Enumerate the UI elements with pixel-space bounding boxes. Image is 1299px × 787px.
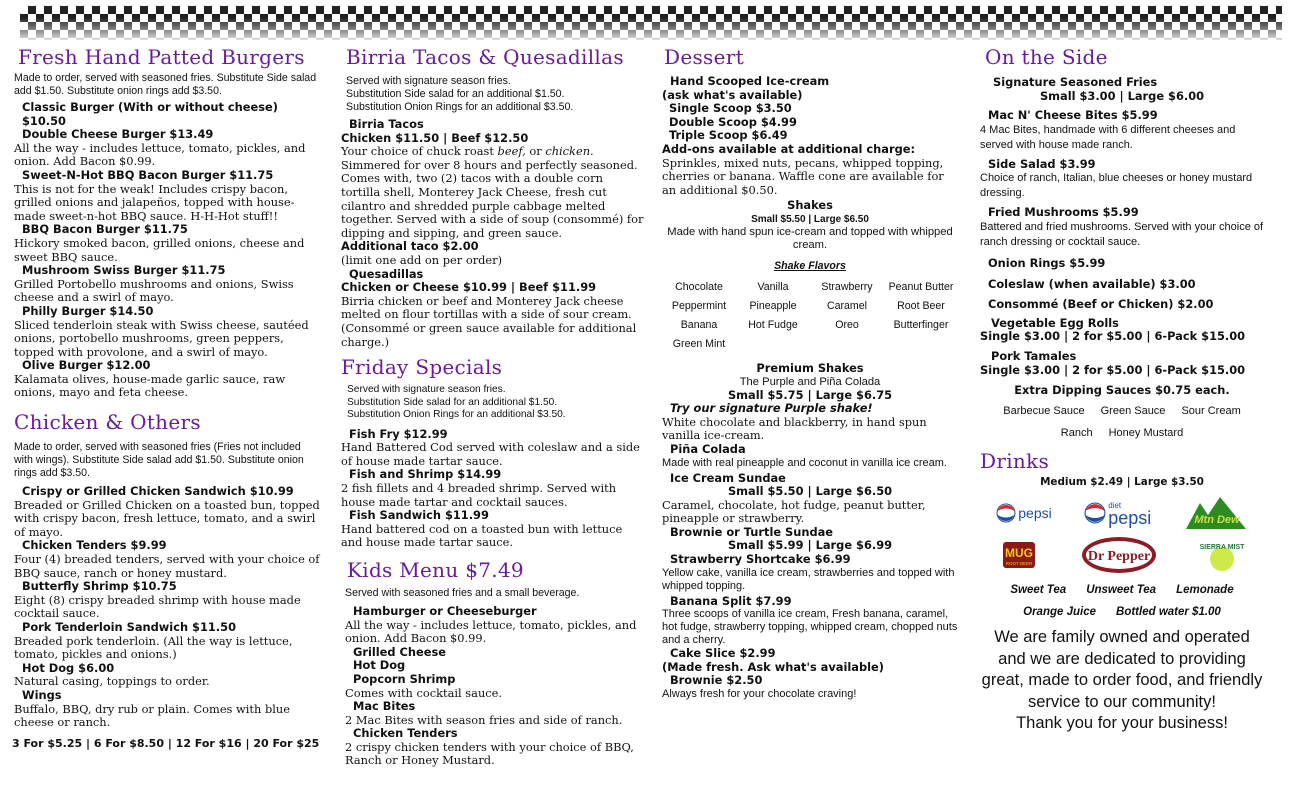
menu-item-desc: 2 fish fillets and 4 breaded shrimp. Served with house made tartar and cocktail sauces. <box>341 480 617 509</box>
shake-flavor: Strawberry <box>821 280 873 293</box>
menu-item-name: Grilled Cheese <box>353 644 446 659</box>
menu-item-desc: This is not for the weak! Includes crispy bacon, grilled onions and jalapeños, topped with house-made sweet-n-hot BBQ sauce. H-H-Hot stuff!! <box>14 181 295 223</box>
burgers-intro: Made to order, served with seasoned fries. Substitute Side salad add $1.50. Substitute onion rings add $3.50. <box>14 72 317 97</box>
checkered-border <box>20 6 1282 40</box>
tacos-desc-a: Your choice of chuck roast <box>341 144 498 159</box>
friday-intro-3: Substitution Onion Rings for an additional $3.50. <box>347 409 566 421</box>
diet-pepsi-logo <box>1084 501 1151 526</box>
birria-intro <box>341 75 645 114</box>
sundae-desc: Caramel, chocolate, hot fudge, peanut butter, pineapple or strawberry. <box>662 497 926 526</box>
drinks-line-1 <box>980 579 1264 601</box>
premium-price: Small $5.75 | Large $6.75 <box>727 387 893 402</box>
drink-name: Lemonade <box>1176 584 1234 597</box>
mac-desc: 4 Mac Bites, handmade with 6 different cheeses and served with house made ranch. <box>980 123 1236 151</box>
menu-item-desc: Comes with cocktail sauce. <box>345 685 503 700</box>
menu-item-desc: Hickory smoked bacon, grilled onions, cheese and sweet BBQ sauce. <box>14 235 305 264</box>
shortcake-desc: Yellow cake, vanilla ice cream, strawberries and topped with whipped topping. <box>662 566 955 592</box>
menu-item-name: Pork Tenderloin Sandwich $11.50 <box>22 620 236 634</box>
menu-item-name: Mushroom Swiss Burger $11.75 <box>22 263 226 278</box>
closing-line: great, made to order food, and friendly <box>981 671 1263 690</box>
menu-item-desc: All the way - includes lettuce, tomato, pickles, and onion. Add Bacon $0.99. <box>14 140 306 169</box>
sides-heading: On the Side <box>985 45 1108 69</box>
additional-taco-name: Additional taco $2.00 <box>341 239 479 254</box>
mug-subtitle: ROOT BEER <box>1006 561 1033 567</box>
menu-item-name: Chicken Tenders <box>353 726 458 741</box>
split-desc: Three scoops of vanilla ice cream, Fresh banana, caramel, hot fudge, strawberry topping, whipped cream, chopped nuts and a cherry. <box>662 608 958 647</box>
column-birria-friday-kids <box>341 44 645 768</box>
dipping-title: Extra Dipping Sauces $0.75 each. <box>1014 383 1230 398</box>
sauce-list <box>980 400 1264 444</box>
mushrooms-desc: Battered and fried mushrooms. Served with your choice of ranch dressing or cocktail sauce. <box>980 220 1264 248</box>
shake-flavor: Oreo <box>835 318 859 331</box>
drinks-line-2 <box>980 601 1264 623</box>
menu-item-name: Sweet-N-Hot BBQ Bacon Burger $11.75 <box>22 167 274 182</box>
mountain-dew-logo <box>1184 495 1248 531</box>
brownie-sundae-price: Small $5.99 | Large $6.99 <box>727 538 893 553</box>
quesadillas-price: Chicken or Cheese $10.99 | Beef $11.99 <box>341 280 597 295</box>
drink-name: Sweet Tea <box>1010 584 1067 597</box>
birria-tacos-price: Chicken $11.50 | Beef $12.50 <box>341 130 529 145</box>
shake-flavor: Banana <box>680 318 718 331</box>
sierra-mist-logo <box>1199 535 1245 575</box>
wings-prices: 3 For $5.25 | 6 For $8.50 | 12 For $16 | 20 For $25 <box>12 736 320 750</box>
tacos-desc-beef: beef, <box>497 144 526 159</box>
sierra-mist-wordmark: SIERRA MIST <box>1199 544 1245 552</box>
friday-intro-2: Substitution Side salad for an additional $1.50. <box>347 396 558 408</box>
pepsi-logo <box>996 503 1051 523</box>
column-burgers-chicken <box>14 44 320 750</box>
additional-taco-desc: (limit one add on per order) <box>341 252 503 267</box>
column-dessert <box>662 44 958 701</box>
coleslaw-name: Coleslaw (when available) $3.00 <box>988 276 1196 291</box>
mug-root-beer-icon <box>1002 540 1036 570</box>
closing-line: and we are dedicated to providing <box>998 649 1246 668</box>
birria-tacos-name: Birria Tacos <box>349 117 424 131</box>
menu-item-name: Mac Bites <box>353 699 416 714</box>
menu-item-name: Butterfly Shrimp $10.75 <box>22 579 177 594</box>
addons-title: Add-ons available at additional charge: <box>662 141 916 156</box>
drink-logos-row-1 <box>980 495 1264 531</box>
pepsi-globe-icon <box>996 503 1016 523</box>
closing-line: service to our community! <box>1028 692 1216 711</box>
tacos-desc-chicken: chicken. <box>545 144 594 159</box>
shake-flavor: Peanut Butter <box>888 280 954 293</box>
dr-pepper-icon <box>1081 536 1157 574</box>
birria-intro-1: Served with signature season fries. <box>346 75 511 87</box>
dipping-sauce: Sour Cream <box>1181 404 1241 417</box>
shakes-price: Small $5.50 | Large $6.50 <box>751 213 869 225</box>
shake-flavor-grid <box>662 281 958 350</box>
shake-flavor: Peppermint <box>671 299 727 312</box>
egg-rolls-price: Single $3.00 | 2 for $5.00 | 6-Pack $15.00 <box>980 329 1246 344</box>
premium-sub: The Purple and Piña Colada <box>739 375 881 388</box>
drink-name: Unsweet Tea <box>1086 584 1157 597</box>
closing-line: We are family owned and operated <box>994 628 1250 647</box>
shake-flavor: Green Mint <box>672 337 726 350</box>
shake-flavor: Chocolate <box>675 280 723 293</box>
menu-item-name: Fish Sandwich $11.99 <box>349 508 489 523</box>
scoop-list <box>662 102 958 143</box>
scoop-price: Single Scoop $3.50 <box>669 101 792 116</box>
sundae-price: Small $5.50 | Large $6.50 <box>727 484 893 499</box>
column-sides-drinks <box>980 44 1264 735</box>
menu-item-name: Hot Dog $6.00 <box>22 660 115 675</box>
icecream-note: (ask what's available) <box>662 87 803 102</box>
tamales-price: Single $3.00 | 2 for $5.00 | 6-Pack $15.00 <box>980 362 1246 377</box>
menu-item-name: Wings <box>22 687 62 702</box>
dipping-sauce: Green Sauce <box>1100 404 1166 417</box>
quesadillas-name: Quesadillas <box>349 266 424 281</box>
menu-item-name: Classic Burger (With or without cheese) $10.50 <box>22 100 278 128</box>
friday-intro <box>341 384 645 422</box>
menu-item-desc: Breaded or Grilled Chicken on a toasted bun, topped with crispy bacon, fresh lettuce, tomato, and a swirl of mayo. <box>14 497 320 539</box>
menu-item-desc: Breaded pork tenderloin. (All the way is lettuce, tomato, pickles and onions.) <box>14 633 293 662</box>
quesadillas-desc: Birria chicken or beef and Monterey Jack cheese melted on flour tortillas with a side of sour cream. (Consommé or green sauce available for additional charge.) <box>341 293 637 349</box>
menu-item-name: Chicken Tenders $9.99 <box>22 538 167 553</box>
menu-item-desc: Hand battered cod on a toasted bun with lettuce and house made tartar sauce. <box>341 521 623 550</box>
cake-name: Cake Slice $2.99 <box>670 646 776 661</box>
premium-title: Premium Shakes <box>756 360 864 375</box>
fries-price: Small $3.00 | Large $6.00 <box>1039 88 1205 103</box>
birria-intro-3: Substitution Onion Rings for an additional $3.50. <box>346 101 574 113</box>
purple-title: Try our signature Purple shake! <box>670 401 873 416</box>
kids-intro: Served with seasoned fries and a small beverage. <box>345 586 580 599</box>
chicken-heading: Chicken & Others <box>14 410 201 435</box>
mountain-dew-wordmark: Mtn Dew <box>1194 514 1240 527</box>
shake-flavor: Caramel <box>826 299 868 312</box>
mushrooms-name: Fried Mushrooms $5.99 <box>988 205 1139 220</box>
tacos-desc-b: or <box>525 144 546 159</box>
shake-flavors-title: Shake Flavors <box>774 259 846 272</box>
addons-desc: Sprinkles, mixed nuts, pecans, whipped topping, cherries or banana. Waffle cone are available for an additional $0.50. <box>662 155 944 197</box>
pina-name: Piña Colada <box>670 441 746 456</box>
onion-rings-name: Onion Rings $5.99 <box>988 255 1106 270</box>
mac-name: Mac N' Cheese Bites $5.99 <box>988 108 1158 123</box>
menu-item-desc: Hand Battered Cod served with coleslaw and a side of house made tartar sauce. <box>341 440 640 468</box>
menu-item-name: Philly Burger $14.50 <box>22 303 154 318</box>
pina-desc: Made with real pineapple and coconut in vanilla ice cream. <box>662 456 947 469</box>
dessert-heading: Dessert <box>664 45 744 69</box>
menu-item-name: Olive Burger $12.00 <box>22 358 151 373</box>
drinks-price: Medium $2.49 | Large $3.50 <box>1040 475 1204 488</box>
shake-flavor: Root Beer <box>897 299 945 312</box>
dr-pepper-wordmark: Dr Pepper <box>1087 549 1151 565</box>
burgers-heading: Fresh Hand Patted Burgers <box>18 45 305 69</box>
salad-desc: Choice of ranch, Italian, blue cheeses or honey mustard dressing. <box>980 172 1253 200</box>
mug-logo <box>1002 540 1036 570</box>
brownie-desc: Always fresh for your chocolate craving! <box>662 688 857 701</box>
birria-intro-2: Substitution Side salad for an additional $1.50. <box>346 88 565 100</box>
menu-item-name: Fish and Shrimp $14.99 <box>349 467 502 482</box>
brownie-sundae-name: Brownie or Turtle Sundae <box>670 524 834 539</box>
birria-heading: Birria Tacos & Quesadillas <box>346 45 624 69</box>
friday-heading: Friday Specials <box>341 355 503 380</box>
menu-item-desc: All the way - includes lettuce, tomato, pickles, and onion. Add Bacon $0.99. <box>345 617 637 646</box>
salad-name: Side Salad $3.99 <box>988 156 1096 171</box>
shake-flavor: Vanilla <box>757 280 789 293</box>
dipping-sauce: Barbecue Sauce <box>1003 404 1085 417</box>
tacos-desc-c: Simmered for over 8 hours and perfectly seasoned. Comes with, two (2) tacos with a double corn tortilla shell, Monterey Jack Cheese, fresh cut cilantro and shredded purple cabbage melted together. Served with a side of soup (consommé) for dipping and sipping, and green sauce. <box>341 157 644 240</box>
consomme-name: Consommé (Beef or Chicken) $2.00 <box>988 297 1214 312</box>
menu-item-desc: Eight (8) crispy breaded shrimp with house made cocktail sauce. <box>14 592 301 621</box>
cake-note: (Made fresh. Ask what's available) <box>662 659 884 674</box>
scoop-price: Double Scoop $4.99 <box>669 114 797 129</box>
friday-list <box>341 428 645 550</box>
diet-pepsi-wordmark: pepsi <box>1108 507 1152 528</box>
closing-line: Thank you for your business! <box>1016 714 1228 733</box>
diet-pepsi-text <box>1108 501 1151 526</box>
chicken-intro: Made to order, served with seasoned fries (Fries not included with wings). Substitute Side salad add $1.50. Substitute onion rings add $3.50. <box>14 441 304 480</box>
menu-item-name: Popcorn Shrimp <box>353 671 456 686</box>
menu-item-name: Hot Dog <box>353 658 406 673</box>
menu-item-name: Crispy or Grilled Chicken Sandwich $10.99 <box>22 484 294 499</box>
diet-pepsi-globe-icon <box>1084 502 1106 524</box>
menu-item-desc: Grilled Portobello mushrooms and onions, Swiss cheese and a swirl of mayo. <box>14 276 294 305</box>
shake-flavor: Butterfinger <box>893 318 949 331</box>
menu-item-desc: Kalamata olives, house-made garlic sauce, raw onions, mayo and feta cheese. <box>14 371 286 400</box>
drink-name: Bottled water $1.00 <box>1116 606 1221 619</box>
burger-list <box>14 101 320 400</box>
shakes-title: Shakes <box>787 198 833 213</box>
drink-name: Orange Juice <box>1023 606 1097 619</box>
menu-item-name: Double Cheese Burger $13.49 <box>22 127 214 142</box>
tamales-name: Pork Tamales <box>991 348 1077 363</box>
shake-flavor: Hot Fudge <box>748 318 798 331</box>
menu-item-desc: 2 crispy chicken tenders with your choice of BBQ, Ranch or Honey Mustard. <box>345 739 634 768</box>
closing-message <box>974 627 1270 735</box>
shake-flavor: Pineapple <box>749 299 797 312</box>
split-name: Banana Split $7.99 <box>670 593 792 608</box>
sundae-name: Ice Cream Sundae <box>670 470 786 485</box>
fries-name: Signature Seasoned Fries <box>993 75 1158 89</box>
menu-item-desc: Buffalo, BBQ, dry rub or plain. Comes with blue cheese or ranch. <box>14 701 290 730</box>
scoop-price: Triple Scoop $6.49 <box>669 128 788 143</box>
menu-item-desc: Natural casing, toppings to order. <box>14 674 210 689</box>
kids-list <box>341 605 645 768</box>
mug-wordmark: MUG <box>1005 546 1034 561</box>
egg-rolls-name: Vegetable Egg Rolls <box>991 315 1119 330</box>
birria-tacos-desc <box>341 145 645 240</box>
mountain-dew-icon <box>1184 495 1248 531</box>
friday-intro-1: Served with signature season fries. <box>347 384 506 396</box>
brownie-name: Brownie $2.50 <box>670 673 763 688</box>
shortcake-name: Strawberry Shortcake $6.99 <box>670 552 851 567</box>
drink-logos-row-2 <box>980 535 1264 575</box>
dipping-sauce: Honey Mustard <box>1108 426 1184 439</box>
menu-item-desc: Sliced tenderloin steak with Swiss cheese, sautéed onions, portobello mushrooms, green peppers, topped with provolone, and a swirl of mayo. <box>14 317 309 359</box>
shakes-desc: Made with hand spun ice-cream and topped with whipped cream. <box>667 225 953 251</box>
purple-desc: White chocolate and blackberry, in hand spun vanilla ice-cream. <box>662 414 927 443</box>
menu-item-desc: Four (4) breaded tenders, served with your choice of BBQ sauce, ranch or honey mustard. <box>14 552 320 580</box>
sierra-mist-icon <box>1199 535 1245 575</box>
icecream-name: Hand Scooped Ice-cream <box>670 74 830 88</box>
drinks-heading: Drinks <box>980 448 1050 473</box>
kids-heading: Kids Menu $7.49 <box>347 557 524 582</box>
menu-item-name: Hamburger or Cheeseburger <box>353 603 537 618</box>
dipping-sauce: Ranch <box>1060 426 1093 439</box>
pepsi-wordmark: pepsi <box>1018 505 1052 522</box>
dr-pepper-logo <box>1081 536 1157 574</box>
menu-item-name: Fish Fry $12.99 <box>349 426 448 441</box>
diet-small-text: diet <box>1108 500 1122 510</box>
chicken-list <box>14 485 320 730</box>
menu-item-desc: 2 Mac Bites with season fries and side of ranch. <box>345 712 623 727</box>
menu-item-name: BBQ Bacon Burger $11.75 <box>22 222 188 237</box>
